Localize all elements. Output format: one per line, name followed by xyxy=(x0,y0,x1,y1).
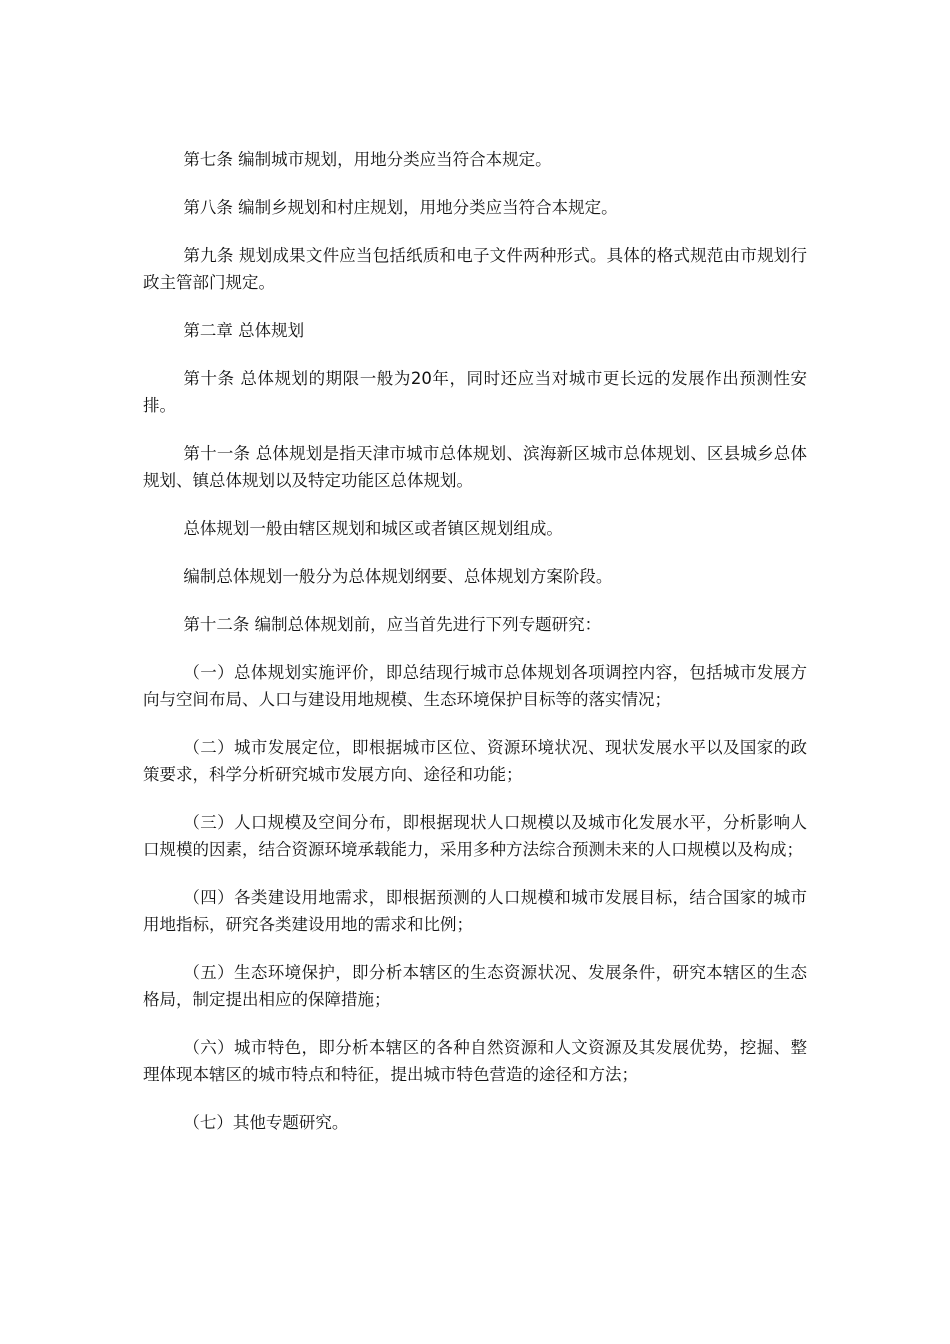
article-12-item-4: （四）各类建设用地需求，即根据预测的人口规模和城市发展目标，结合国家的城市用地指标，研究各类建设用地的需求和比例； xyxy=(143,888,807,934)
article-12-item-2: （二）城市发展定位，即根据城市区位、资源环境状况、现状发展水平以及国家的政策要求，科学分析研究城市发展方向、途径和功能； xyxy=(143,738,807,784)
article-12-item-3: （三）人口规模及空间分布，即根据现状人口规模以及城市化发展水平，分析影响人口规模的因素，结合资源环境承载能力，采用多种方法综合预测未来的人口规模以及构成； xyxy=(143,813,807,859)
article-9-paragraph: 第九条 规划成果文件应当包括纸质和电子文件两种形式。具体的格式规范由市规划行政主管部门规定。 xyxy=(143,246,807,292)
article-7-paragraph: 第七条 编制城市规划，用地分类应当符合本规定。 xyxy=(183,150,552,169)
article-11-paragraph: 第十一条 总体规划是指天津市城市总体规划、滨海新区城市总体规划、区县城乡总体规划、镇总体规划以及特定功能区总体规划。 xyxy=(143,444,807,490)
article-12-item-5: （五）生态环境保护，即分析本辖区的生态资源状况、发展条件，研究本辖区的生态格局，制定提出相应的保障措施； xyxy=(143,963,807,1009)
article-12-item-1: （一）总体规划实施评价，即总结现行城市总体规划各项调控内容，包括城市发展方向与空间布局、人口与建设用地规模、生态环境保护目标等的落实情况； xyxy=(143,663,807,709)
chapter-2-heading: 第二章 总体规划 xyxy=(183,321,305,340)
article-12-item-6: （六）城市特色，即分析本辖区的各种自然资源和人文资源及其发展优势，挖掘、整理体现本辖区的城市特点和特征，提出城市特色营造的途径和方法； xyxy=(143,1038,807,1084)
article-10-paragraph: 第十条 总体规划的期限一般为20年，同时还应当对城市更长远的发展作出预测性安排。 xyxy=(143,369,807,415)
article-12-item-7: （七）其他专题研究。 xyxy=(183,1113,349,1132)
document-body xyxy=(143,146,807,1157)
article-11-sub-1: 总体规划一般由辖区规划和城区或者镇区规划组成。 xyxy=(183,519,563,538)
article-8-paragraph: 第八条 编制乡规划和村庄规划，用地分类应当符合本规定。 xyxy=(183,198,618,217)
article-11-sub-2: 编制总体规划一般分为总体规划纲要、总体规划方案阶段。 xyxy=(183,567,613,586)
article-12-paragraph: 第十二条 编制总体规划前，应当首先进行下列专题研究： xyxy=(183,615,602,634)
